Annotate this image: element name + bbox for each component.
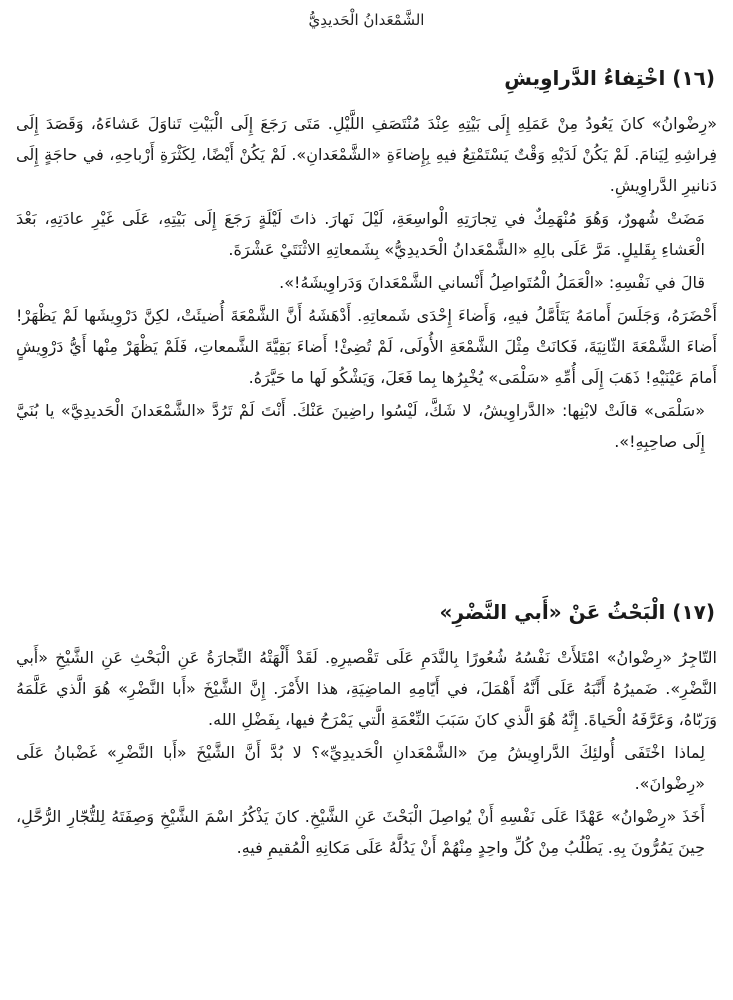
paragraph: التّاجِرُ «رِضْوانُ» امْتَلأَتْ نَفْسُهُ شُعُورًا بِالنَّدَمِ عَلَى تَقْصيرِهِ. لَقَدْ أَلْهَتْهُ التِّجارَةُ عَنِ الْبَحْثِ عَنِ الشَّيْخِ «أَبي النَّضْرِ». ضَميرُهُ أَنَّبَهُ عَلَى أَنَّهُ أَهْمَلَ، في أَيّامِهِ الماضِيَةِ، هذا الأَمْرَ. إِنَّ الشَّيْخَ «أَبا النَّضْرِ» هُوَ الَّذي عَلَّمَهُ وَرَبّاهُ، وَعَرَّفَهُ الْحَياةَ. إِنَّهُ هُوَ الَّذي كانَ سَبَبَ النِّعْمَةِ الَّتي يَمْرَحُ فيها، بِفَضْلِ الله. <box>16 648 717 729</box>
paragraph: «سَلْمَى» قالَتْ لابْنِها: «الدَّراوِيشُ، لا شَكَّ، لَيْسُوا راضِينَ عَنْكَ. أَنْتَ لَمْ تَرُدَّ «الشَّمْعَدانَ الْحَديدِيَّ» يا بُنَيَّ إِلَى صاحِبِهِ!». <box>16 401 705 451</box>
paragraph: قالَ في نَفْسِهِ: «الْعَمَلُ الْمُتَواصِلُ أَنْساني الشَّمْعَدانَ وَدَراوِيشَهُ!». <box>279 273 705 292</box>
chapter-17 <box>16 596 717 865</box>
paragraph: لِماذا اخْتَفَى أُولئِكَ الدَّراوِيشُ مِنَ «الشَّمْعَدانِ الْحَديدِيِّ»؟ لا بُدَّ أَنَّ الشَّيْخَ «أَبا النَّضْرِ» غَضْبانُ عَلَى «رِضْوانَ». <box>16 743 705 793</box>
running-header: الشَّمْعَدانُ الْحَديدِيُّ <box>308 11 425 29</box>
paragraph: مَضَتْ شُهورٌ، وَهُوَ مُنْهَمِكٌ في تِجارَتِهِ الْواسِعَةِ، لَيْلَ نَهارَ. ذاتَ لَيْلَةٍ رَجَعَ إِلَى بَيْتِهِ، عَلَى غَيْرِ عادَتِهِ، بَعْدَ الْعَشاءِ بِقَليلٍ. مَرَّ عَلَى بالِهِ «الشَّمْعَدانُ الْحَديدِيُّ» بِشَمعاتِهِ الاثْنَتَيْ عَشْرَةَ. <box>16 209 705 259</box>
chapter-16 <box>16 62 717 459</box>
chapter-title: (١٧) الْبَحْثُ عَنْ «أَبي النَّضْرِ» <box>439 600 715 624</box>
chapter-title: (١٦) اخْتِفاءُ الدَّراوِيشِ <box>504 66 715 90</box>
paragraph: أَحْضَرَهُ، وَجَلَسَ أَمامَهُ يَتَأَمَّلُ فيهِ، وَأَضاءَ إِحْدَى شَمعاتِهِ. أَدْهَشَهُ أَنَّ الشَّمْعَةَ أُضيئَتْ، لكِنَّ دَرْوِيشَها لَمْ يَظْهَرْ! أَضاءَ الشَّمْعَةَ الثّانِيَةَ، فَكانَتْ مِثْلَ الشَّمْعَةِ الأُولَى، لَمْ تُضِئْ! أَضاءَ بَقِيَّةَ الشَّمعاتِ، فَلَمْ يَظْهَرْ مِنْها أَيُّ دَرْوِيشٍ أَمامَ عَيْنَيْهِ! ذَهَبَ إِلَى أُمِّهِ «سَلْمَى» يُخْبِرُها بِما فَعَلَ، وَيَشْكُو لَها ما حَيَّرَهُ. <box>16 306 717 387</box>
paragraph: «رِضْوانُ» كانَ يَعُودُ مِنْ عَمَلِهِ إِلَى بَيْتِهِ عِنْدَ مُنْتَصَفِ اللَّيْلِ. مَتَى رَجَعَ إِلَى الْبَيْتِ تَناوَلَ عَشاءَهُ، وَقَصَدَ إِلَى فِراشِهِ لِيَنامَ. لَمْ يَكُنْ لَدَيْهِ وَقْتٌ يَسْتَمْتِعُ فيهِ بِإِضاءَةِ «الشَّمْعَدانِ». لَمْ يَكُنْ أَيْضًا، لِكَثْرَةِ أَرْباحِهِ، في حاجَةٍ إِلَى دَنانيرِ الدَّراوِيشِ. <box>16 114 717 195</box>
paragraph: أَخَذَ «رِضْوانُ» عَهْدًا عَلَى نَفْسِهِ أَنْ يُواصِلَ الْبَحْثَ عَنِ الشَّيْخِ. كانَ يَذْكُرُ اسْمَ الشَّيْخِ وَصِفَتَهُ لِلتُّجّارِ الرُّحَّلِ، حِينَ يَمُرُّونَ بِهِ. يَطْلُبُ مِنْ كُلِّ واحِدٍ مِنْهُمْ أَنْ يَدُلَّهُ عَلَى مَكانِهِ الْمُقيمِ فيهِ. <box>16 807 705 857</box>
